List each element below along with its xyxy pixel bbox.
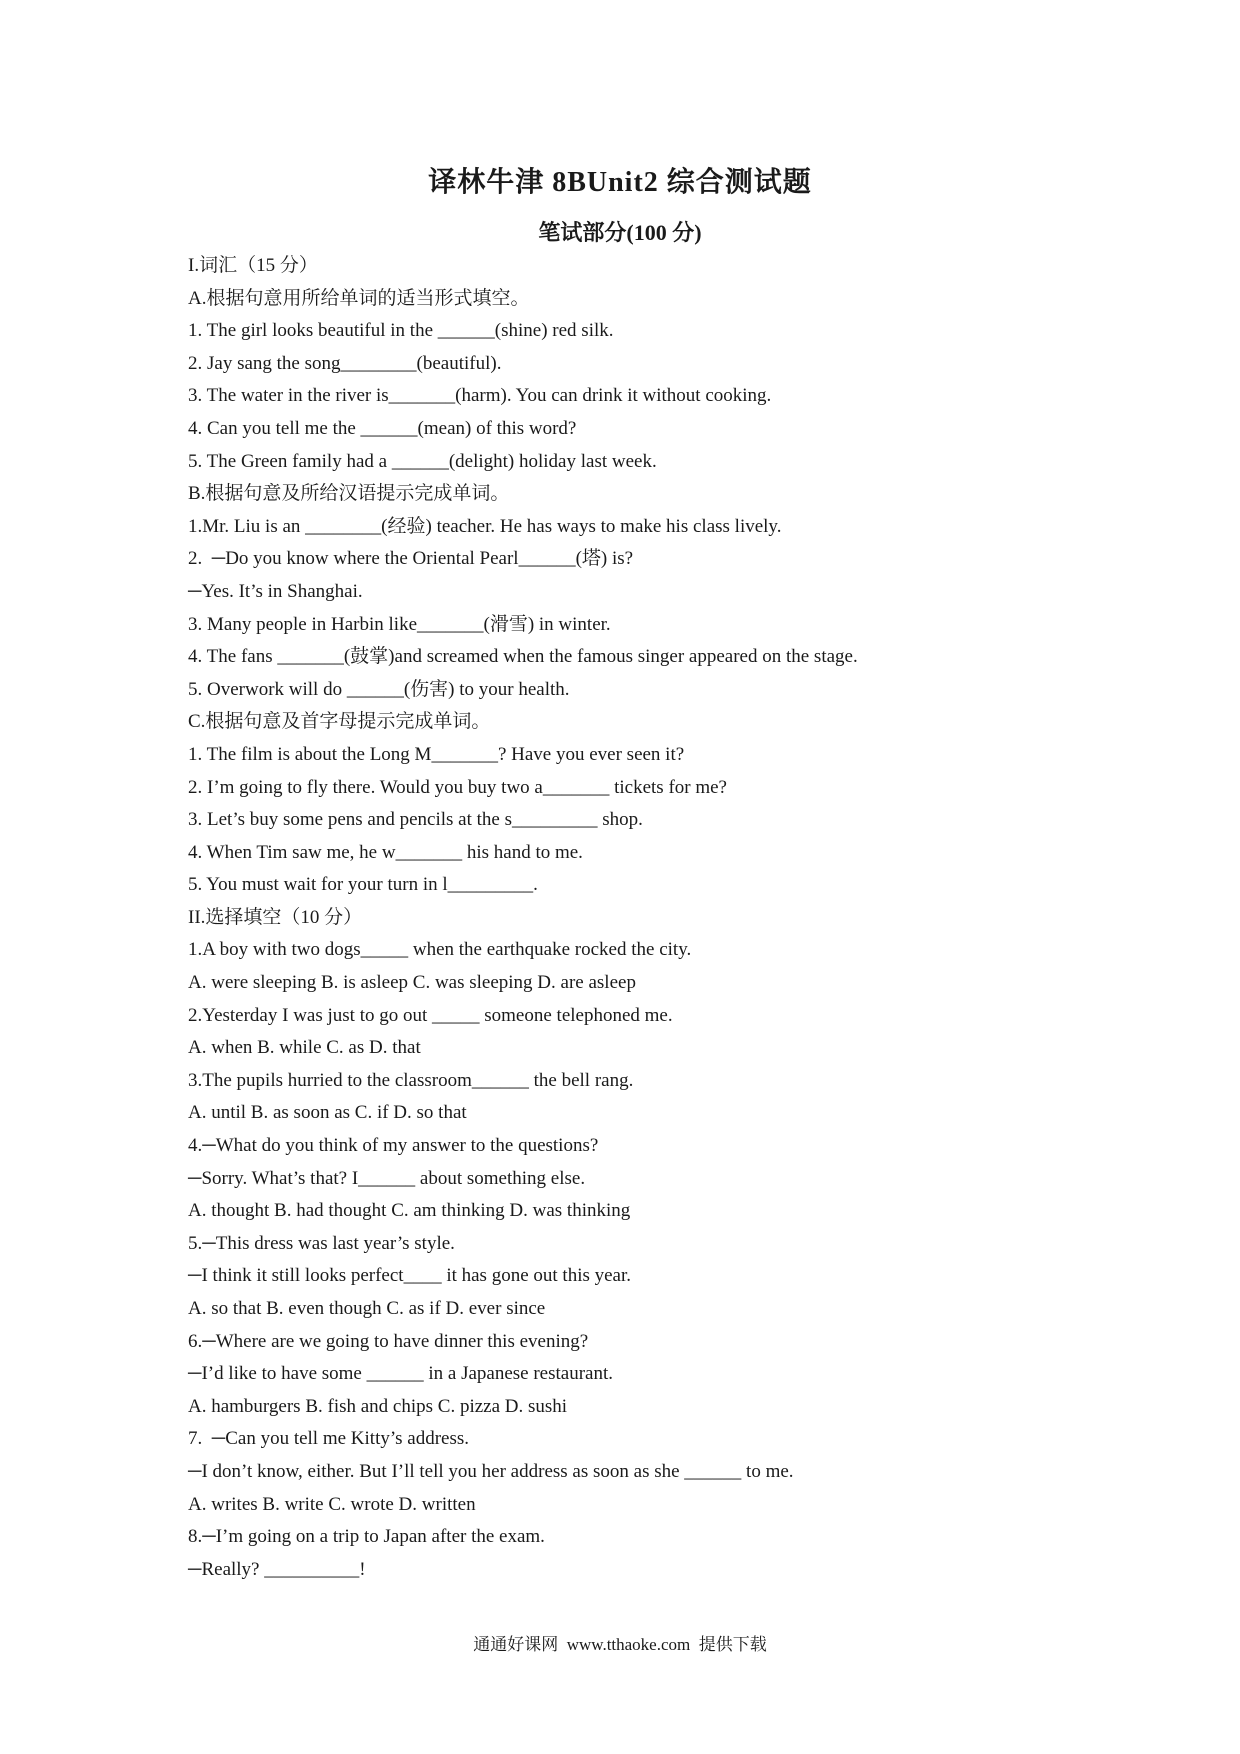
question-line: 4.─What do you think of my answer to the questions?	[188, 1135, 599, 1157]
question-line: 5.─This dress was last year’s style.	[188, 1232, 455, 1254]
question-body	[188, 250, 1188, 1586]
answer-options: A. were sleeping B. is asleep C. was sleeping D. are asleep	[188, 972, 636, 994]
question-line: 2. ─Do you know where the Oriental Pearl______(塔) is?	[188, 548, 634, 570]
section-heading: II.选择填空（10 分）	[188, 906, 363, 928]
question-line: 3. The water in the river is_______(harm). You can drink it without cooking.	[188, 385, 772, 407]
part-heading: A.根据句意用所给单词的适当形式填空。	[188, 287, 530, 309]
question-line: 2. Jay sang the song________(beautiful).	[188, 352, 502, 374]
question-line: 3.The pupils hurried to the classroom______ the bell rang.	[188, 1069, 634, 1091]
document-subtitle: 笔试部分(100 分)	[538, 220, 702, 245]
question-line: 4. When Tim saw me, he w_______ his hand to me.	[188, 841, 583, 863]
document-title: 译林牛津 8BUnit2 综合测试题	[428, 167, 812, 198]
question-line: 5. Overwork will do ______(伤害) to your health.	[188, 678, 570, 700]
question-line: 6.─Where are we going to have dinner this evening?	[188, 1330, 589, 1352]
answer-options: A. so that B. even though C. as if D. ever since	[188, 1298, 546, 1319]
question-line: 5. You must wait for your turn in l_________.	[188, 874, 538, 896]
question-line: 7. ─Can you tell me Kitty’s address.	[188, 1428, 470, 1450]
question-line: ─Yes. It’s in Shanghai.	[188, 580, 363, 602]
question-line: ─Sorry. What’s that? I______ about something else.	[188, 1167, 586, 1189]
answer-options: A. hamburgers B. fish and chips C. pizza D. sushi	[188, 1395, 568, 1417]
question-line: 1.Mr. Liu is an ________(经验) teacher. He has ways to make his class lively.	[188, 515, 782, 537]
answer-options: A. writes B. write C. wrote D. written	[188, 1493, 476, 1515]
question-line: ─I think it still looks perfect____ it has gone out this year.	[188, 1265, 632, 1287]
page-footer: 通通好课网 www.tthaoke.com 提供下载	[473, 1635, 767, 1654]
question-line: ─Really? __________!	[188, 1558, 366, 1580]
question-line: 3. Many people in Harbin like_______(滑雪) in winter.	[188, 613, 611, 635]
part-heading: B.根据句意及所给汉语提示完成单词。	[188, 483, 510, 505]
question-line: ─I’d like to have some ______ in a Japanese restaurant.	[188, 1363, 613, 1385]
part-heading: C.根据句意及首字母提示完成单词。	[188, 711, 491, 733]
answer-options: A. thought B. had thought C. am thinking D. was thinking	[188, 1200, 631, 1222]
question-line: 1. The girl looks beautiful in the ______(shine) red silk.	[188, 320, 614, 342]
question-line: 5. The Green family had a ______(delight) holiday last week.	[188, 450, 657, 472]
question-line: 4. Can you tell me the ______(mean) of this word?	[188, 417, 577, 439]
question-line: 2. I’m going to fly there. Would you buy two a_______ tickets for me?	[188, 776, 727, 798]
answer-options: A. when B. while C. as D. that	[188, 1037, 421, 1059]
question-line: 2.Yesterday I was just to go out _____ someone telephoned me.	[188, 1004, 673, 1026]
question-line: ─I don’t know, either. But I’ll tell you her address as soon as she ______ to me.	[188, 1460, 794, 1482]
question-line: 4. The fans _______(鼓掌)and screamed when the famous singer appeared on the stage.	[188, 646, 858, 668]
question-line: 1. The film is about the Long M_______? Have you ever seen it?	[188, 743, 685, 765]
question-line: 1.A boy with two dogs_____ when the earthquake rocked the city.	[188, 939, 692, 961]
question-line: 3. Let’s buy some pens and pencils at the s_________ shop.	[188, 809, 643, 831]
section-heading: I.词汇（15 分）	[188, 255, 318, 276]
answer-options: A. until B. as soon as C. if D. so that	[188, 1102, 467, 1124]
question-line: 8.─I’m going on a trip to Japan after the exam.	[188, 1526, 545, 1548]
